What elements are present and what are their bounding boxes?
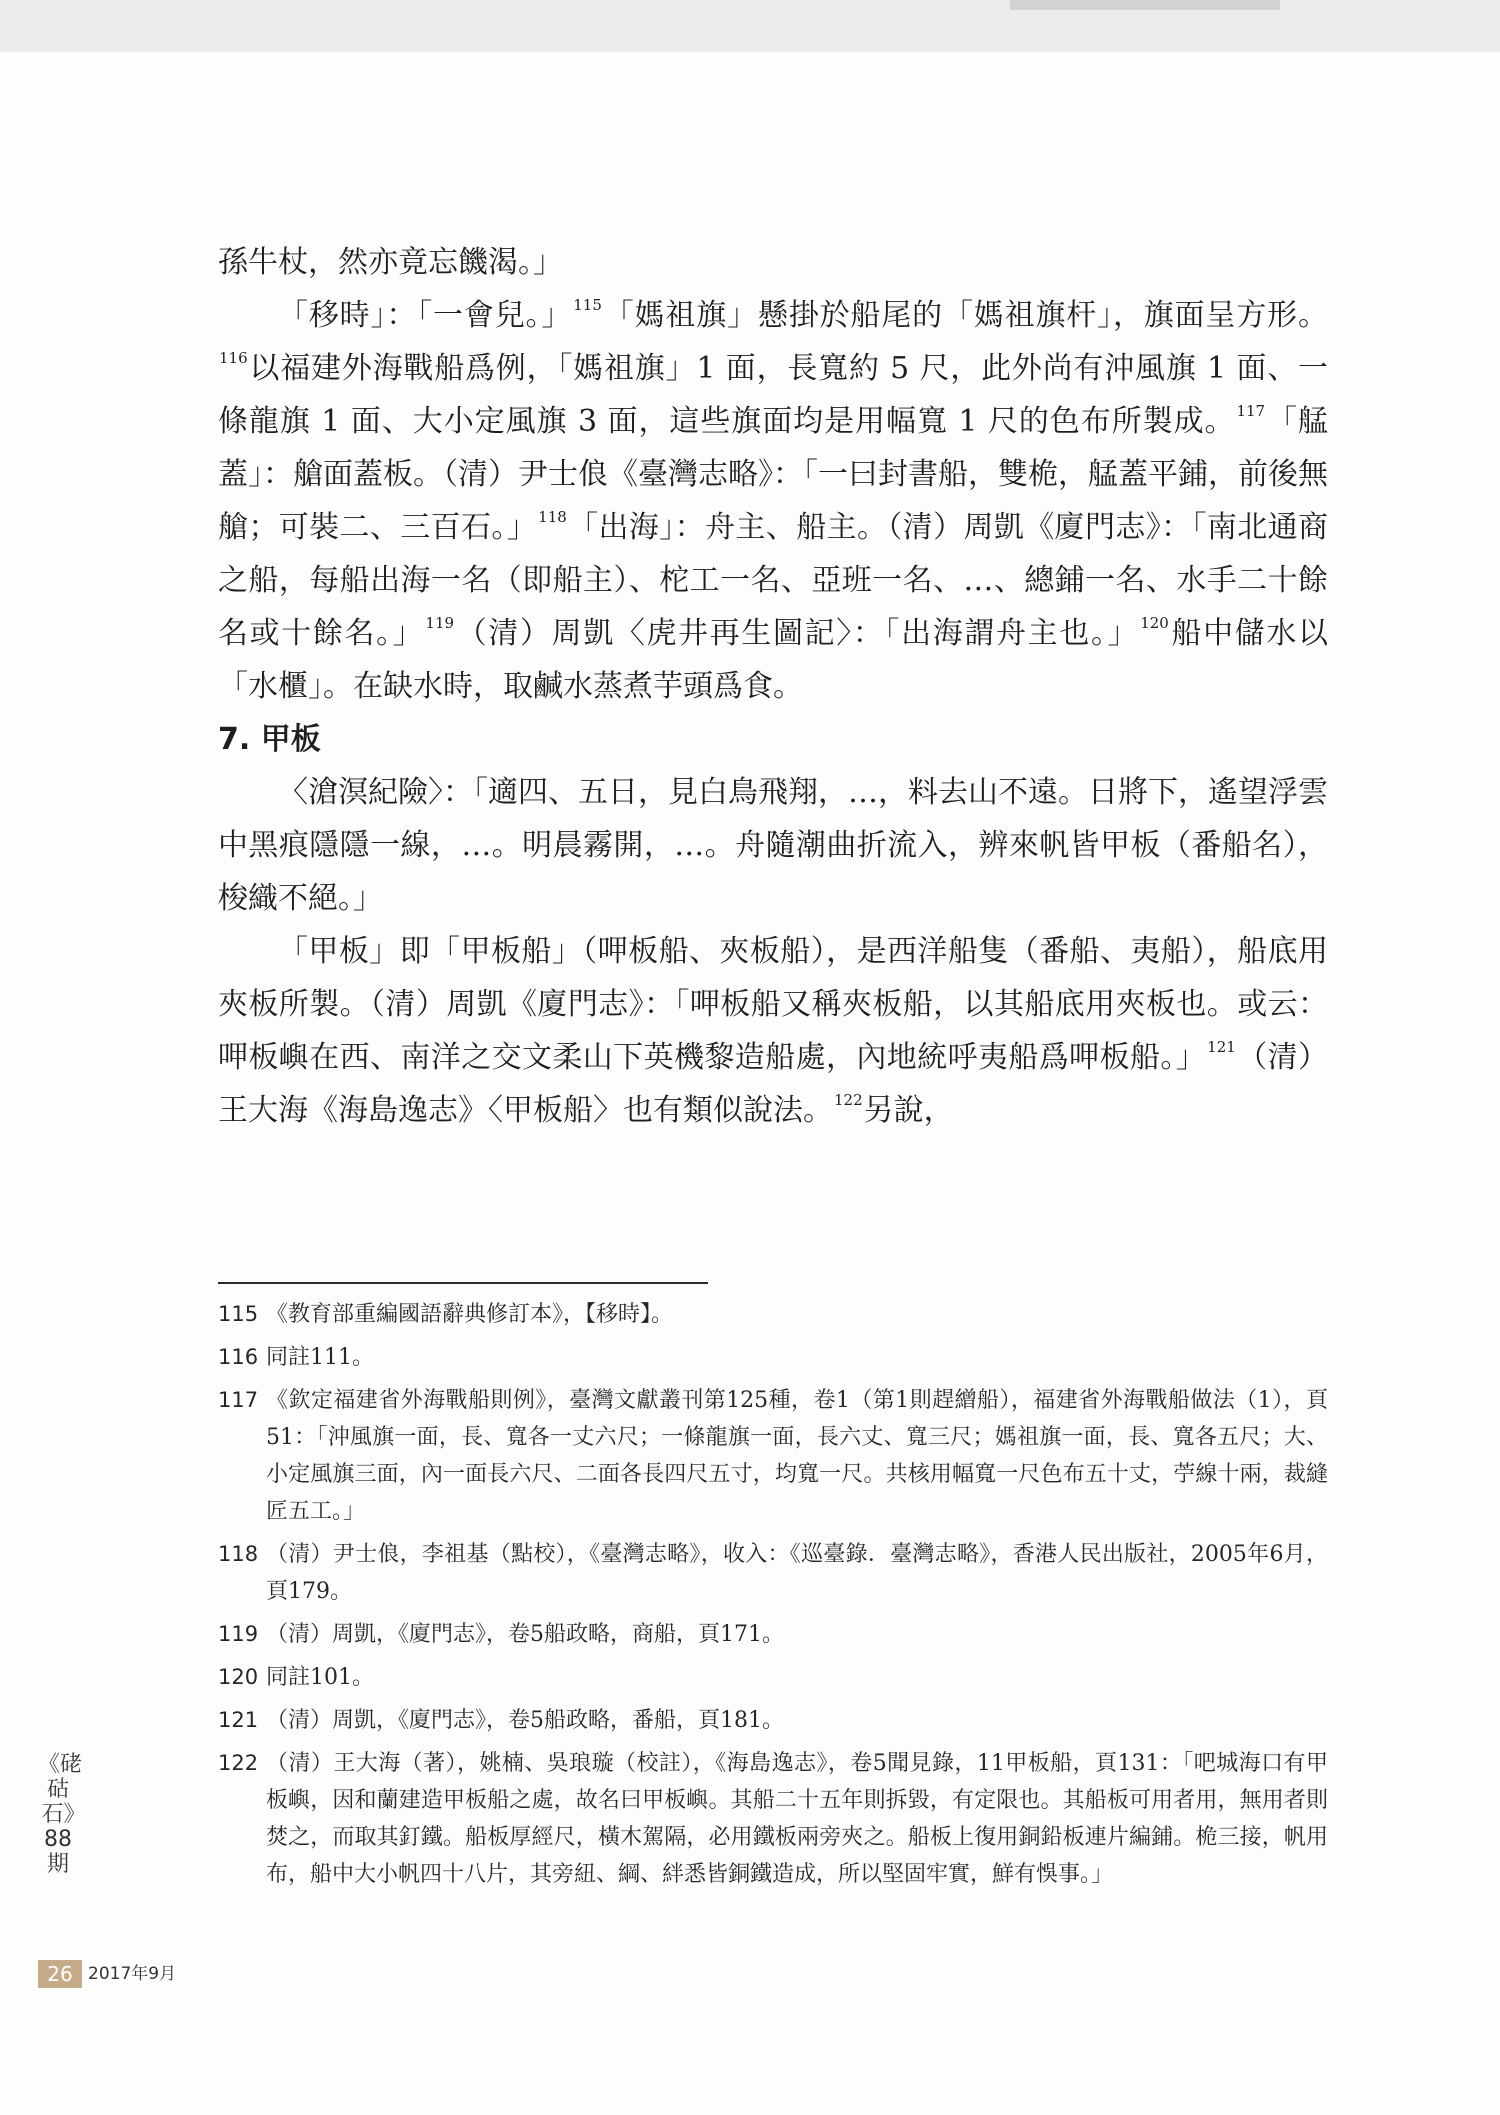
footnote-text: 《欽定福建省外海戰船則例》，臺灣文獻叢刊第125種，卷1（第1則趕繒船），福建省外海戰船做法（1），頁51：「沖風旗一面，長、寬各一丈六尺；一條龍旗一面，長六丈、寬三尺；媽祖旗一面，長、寬各五尺；大、小定風旗三面，內一面長六尺、二面各長四尺五寸，均寬一尺。共核用幅寬一尺色布五十丈，苧線十兩，裁縫匠五工。」 (266, 1388, 1328, 1524)
footnote-number: 119 (218, 1622, 259, 1646)
journal-title: 《硓𥑮石》88期 (38, 1752, 83, 1877)
footnote-item (218, 1382, 1328, 1530)
footnote-ref: 118 (538, 508, 567, 526)
footnote-number: 116 (218, 1345, 259, 1369)
footnotes (218, 1296, 1328, 1899)
footnote-number: 120 (218, 1665, 259, 1689)
footnote-text: 《教育部重編國語辭典修訂本》，【移時】。 (266, 1302, 674, 1327)
footnote-ref: 120 (1140, 614, 1169, 632)
footnote-item (218, 1702, 1328, 1739)
footnote-number: 121 (218, 1708, 259, 1732)
footnote-ref: 121 (1207, 1038, 1236, 1056)
footnote-item (218, 1745, 1328, 1893)
section-heading: 7. 甲板 (218, 722, 321, 757)
scan-top-shadow (1010, 0, 1280, 10)
page-number: 26 (38, 1960, 82, 1988)
footnote-ref: 122 (834, 1091, 863, 1109)
footnote-ref: 119 (425, 614, 455, 632)
footnote-text: （清）尹士俍，李祖基（點校），《臺灣志略》，收入：《巡臺錄．臺灣志略》，香港人民出版社，2005年6月，頁179。 (266, 1542, 1328, 1604)
footnote-item (218, 1616, 1328, 1653)
footnote-number: 117 (218, 1388, 259, 1412)
footnote-text: 同註101。 (266, 1665, 374, 1690)
footnote-item (218, 1296, 1328, 1333)
footnote-ref: 115 (573, 296, 602, 314)
footnote-number: 118 (218, 1542, 259, 1566)
paragraph-continuation: 孫牛杖，然亦竟忘饑渴。」 (218, 245, 563, 280)
footnote-ref: 117 (1236, 402, 1266, 420)
footnote-rule (218, 1282, 708, 1284)
footnote-text: （清）王大海（著），姚楠、吳琅璇（校註），《海島逸志》，卷5聞見錄，11甲板船，頁131：「吧城海口有甲板嶼，因和蘭建造甲板船之處，故名曰甲板嶼。其船二十五年則拆毀，有定限也。其船板可用者用，無用者則焚之，而取其釘鐵。船板厚經尺，橫木駕隔，必用鐵板兩旁夾之。船板上復用銅鉛板連片編鋪。桅三接，帆用布，船中大小帆四十八片，其旁紐、綱、絆悉皆銅鐵造成，所以堅固牢實，鮮有悞事。」 (266, 1751, 1328, 1887)
paragraph-notes: 「移時」：「一會兒。」$^{115}$「媽祖旗」懸掛於船尾的「媽祖旗杆」，旗面呈方形。$^{116}$以福建外海戰船爲例，「媽祖旗」1 面，長寬約 5 尺，此外尚有沖風旗 1 面、一條龍旗 1 面、大小定風旗 3 面，這些旗面均是用幅寬 1 尺的色布所製成。$^{117}$「艋蓋」：艙面蓋板。（清）尹士俍《臺灣志略》：「一曰封書船，雙桅，艋蓋平鋪，前後無艙；可裝二、三百石。」$^{118}$「出海」：舟主、船主。（清）周凱《廈門志》：「南北通商之船，每船出海一名（即船主）、柁工一名、亞班一名、…、總鋪一名、水手二十餘名或十餘名。」$^{119}$（清）周凱〈虎井再生圖記〉：「出海謂舟主也。」$^{120}$船中儲水以「水櫃」。在缺水時，取鹹水蒸煮芋頭爲食。 (218, 296, 1329, 704)
footnote-item (218, 1659, 1328, 1696)
issue-date: 2017年9月 (88, 1964, 177, 1984)
footnote-text: （清）周凱，《廈門志》，卷5船政略，商船，頁171。 (266, 1622, 784, 1647)
footnote-number: 115 (218, 1302, 259, 1326)
main-text (218, 236, 1328, 1137)
footnote-ref: 116 (219, 349, 248, 367)
footnote-text: （清）周凱，《廈門志》，卷5船政略，番船，頁181。 (266, 1708, 784, 1733)
footnote-text: 同註111。 (266, 1345, 374, 1370)
paragraph-jiaban: 「甲板」即「甲板船」（呷板船、夾板船），是西洋船隻（番船、夷船），船底用夾板所製。（清）周凱《廈門志》：「呷板船又稱夾板船，以其船底用夾板也。或云：呷板嶼在西、南洋之交文柔山下英機黎造船處，內地統呼夷船爲呷板船。」$^{121}$（清）王大海《海島逸志》〈甲板船〉也有類似說法。$^{122}$另說， (218, 934, 1329, 1128)
footnote-item (218, 1339, 1328, 1376)
paragraph-quote: 〈滄溟紀險〉：「適四、五日，見白鳥飛翔，…，料去山不遠。日將下，遙望浮雲中黑痕隱隱一線，…。明晨霧開，…。舟隨潮曲折流入，辨來帆皆甲板（番船名），梭織不絕。」 (218, 775, 1328, 916)
footnote-item (218, 1536, 1328, 1610)
footnote-number: 122 (218, 1751, 259, 1775)
